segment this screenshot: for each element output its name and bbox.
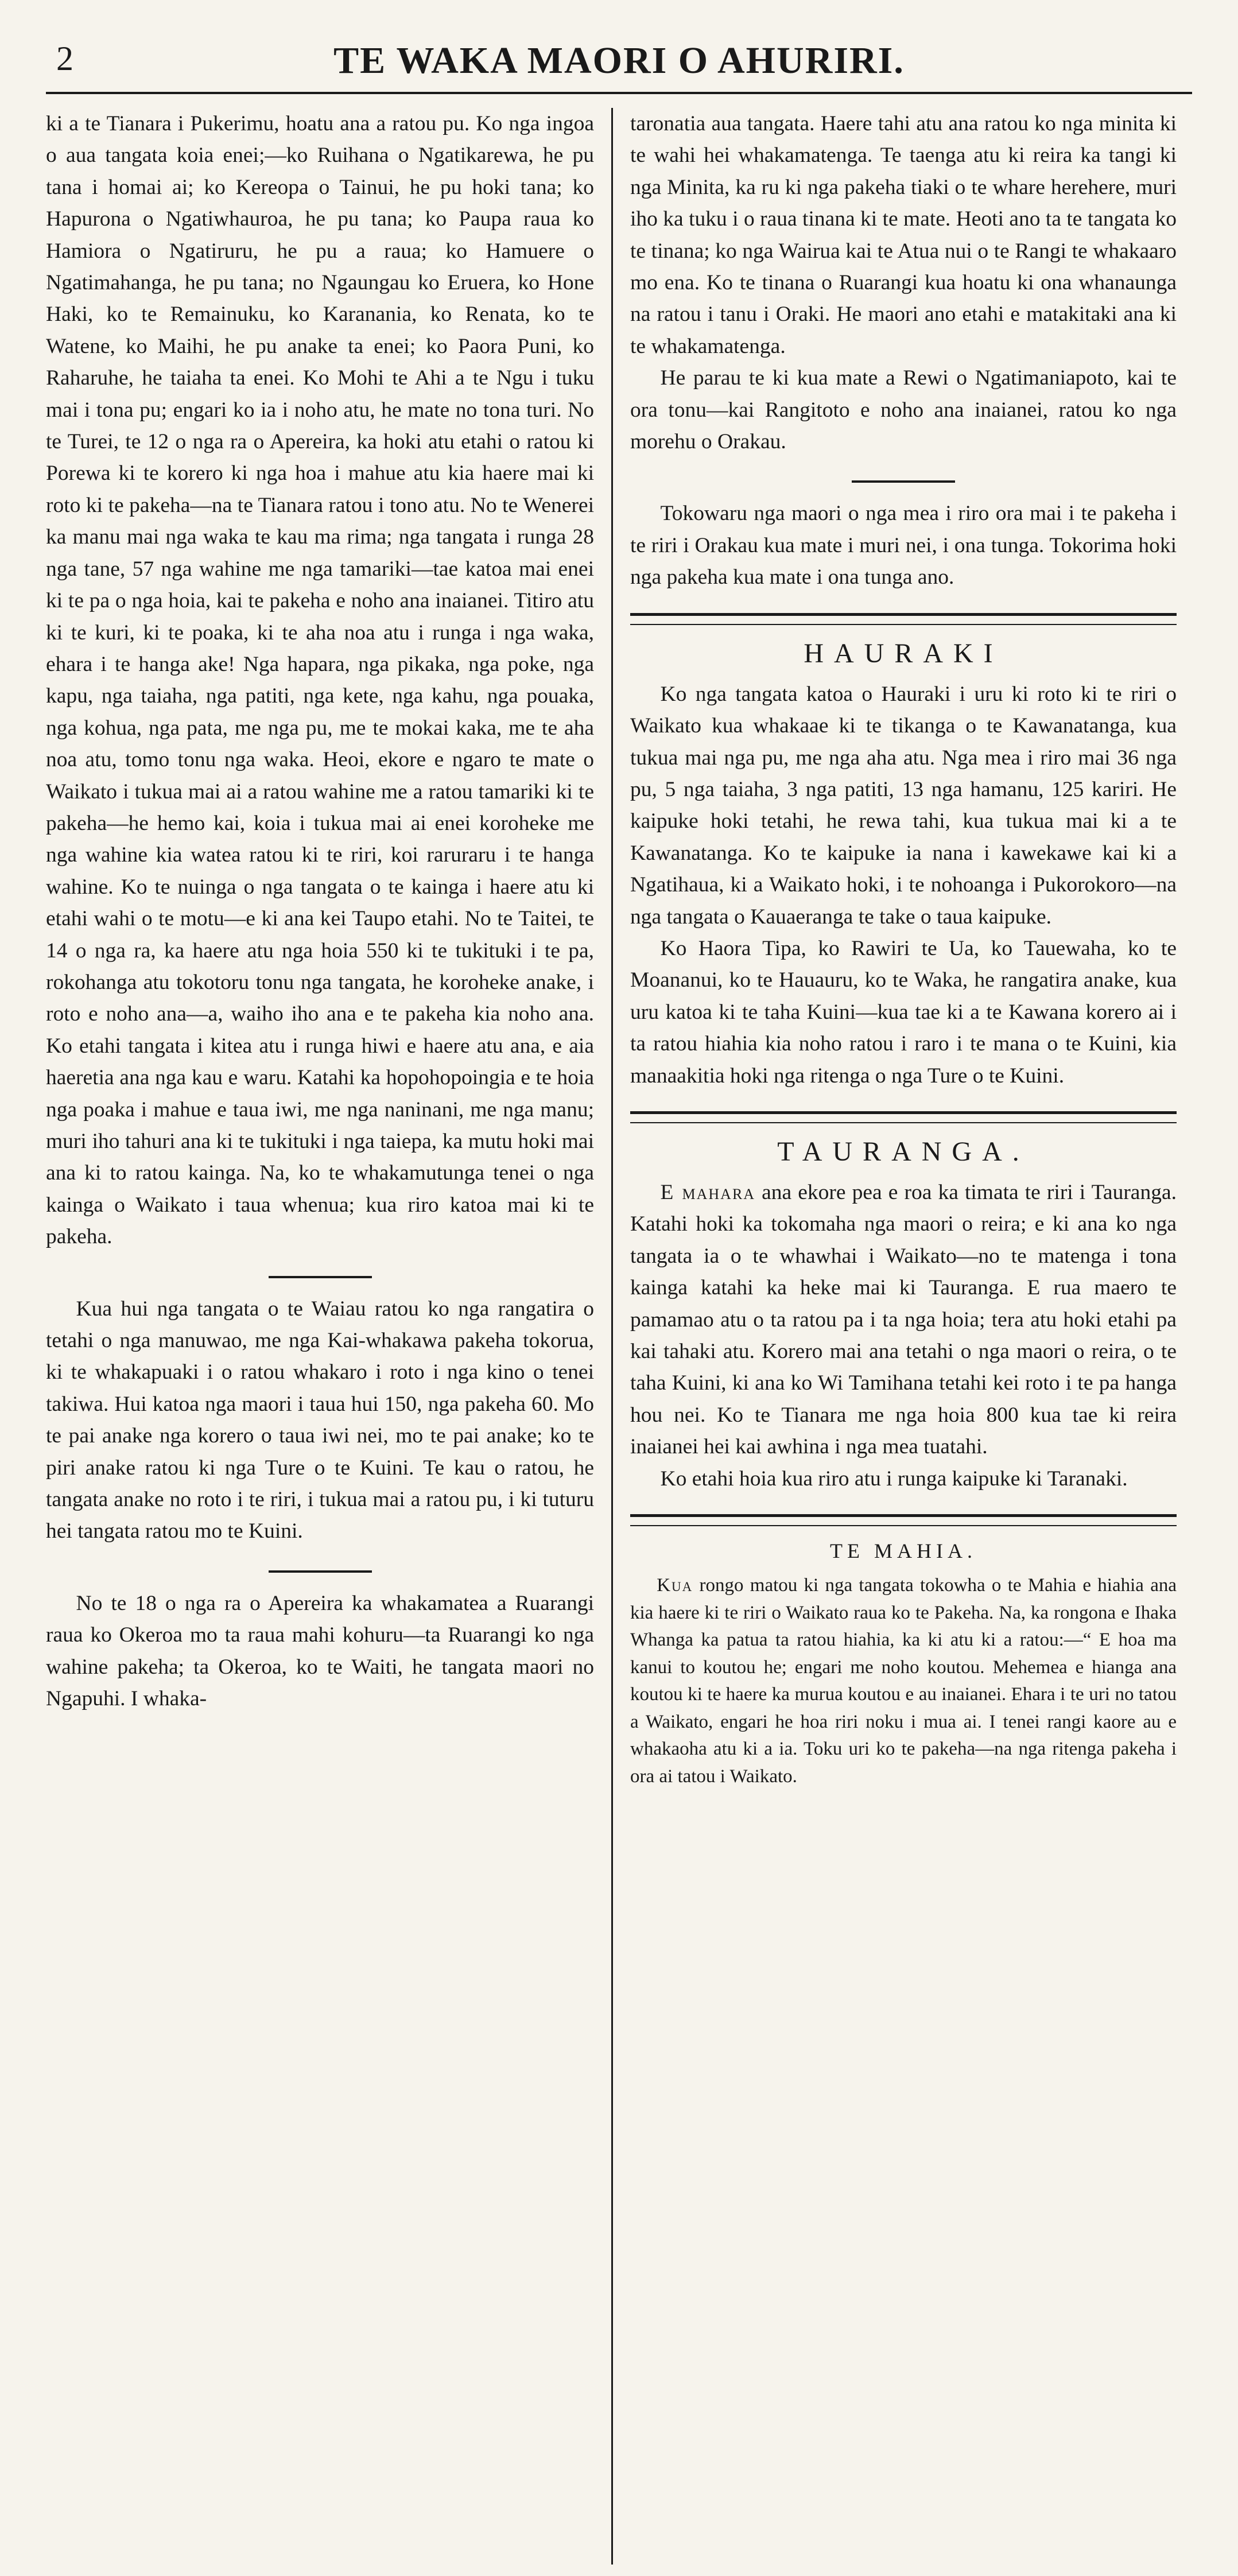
section-double-rule bbox=[630, 613, 1177, 625]
section-heading-tauranga: TAURANGA. bbox=[777, 1136, 1030, 1167]
paragraph-text: ana ekore pea e roa ka timata te riri i Tauranga. Katahi hoki ka tokomaha nga maori o reira; e ki ana ko nga tangata ia o te whawhai i Waikato—no te matenga i tona kainga katahi ka heke mai ki Tauranga. E rua maero te pamamao atu o ta ratou pa i ta nga hoia; tera atu hoki etahi pa kai tahaki atu. Korero mai ana tetahi o nga maori o reira, o te taha Kuini, ki ana ko Wi Tamihana tetahi kei roto i te pa hanga hou nei. Ko te Tianara me nga hoia 800 kua tae ki reira inaianei hei kai awhina i nga mea tuatahi. bbox=[630, 1180, 1177, 1459]
section-heading-hauraki: HAURAKI bbox=[804, 638, 1003, 669]
article-paragraph bbox=[630, 1177, 1177, 1463]
article-paragraph: Kua hui nga tangata o te Waiau ratou ko nga rangatira o tetahi o nga manuwao, me nga Kai-whakawa pakeha tokorua, ki te whakapuaki i o ratou whakaro i roto i nga kino o tenei takiwa. Hui katoa nga maori i taua hui 150, nga pakeha 60. Mo te pai anake nga korero o taua iwi nei, mo te pai anake; ko te piri anake ratou ki nga Ture o te Kuini. Te kau o ratou, he tangata anake no roto i te riri, i tukua mai a ratou pu, i ki tuturu hei tangata ratou mo te Kuini. bbox=[46, 1297, 594, 1543]
article-paragraph: Tokowaru nga maori o nga mea i riro ora mai i te pakeha i te riri i Orakau kua mate i muri nei, i ona tunga. Tokorima hoki nga pakeha kua mate i ona tunga ano. bbox=[630, 502, 1177, 589]
right-column bbox=[611, 108, 1177, 2565]
section-divider bbox=[269, 1276, 372, 1278]
page-header bbox=[46, 34, 1192, 94]
article-paragraph: He parau te ki kua mate a Rewi o Ngatimaniapoto, kai te ora tonu—kai Rangitoto e noho ana inaianei, ratou ko nga morehu o Orakau. bbox=[630, 366, 1177, 454]
article-paragraph: Ko etahi hoia kua riro atu i runga kaipuke ki Taranaki. bbox=[660, 1467, 1128, 1491]
page-number: 2 bbox=[56, 40, 73, 77]
article-paragraph bbox=[630, 1572, 1177, 1790]
article-columns bbox=[46, 108, 1192, 2565]
lead-words: Kua bbox=[657, 1575, 693, 1596]
paragraph-text: rongo matou ki nga tangata tokowha o te Mahia e hiahia ana kia haere ki te riri o Waikato raua ko te Pakeha. Na, ka rongona e Ihaka Whanga ka patua ta ratou hiahia, ka ki atu ki a ratou:—“ E hoa ma kanui to koutou he; engari me noho koutou. Mehemea e hianga ana koutou ki te haere ka murua koutou e au inaianei. Ehara i te uri no tatou a Waikato, engari he hoa riri noku i mua ai. I tenei rangi kaore au e whakaoha atu ki a ia. Toku uri ko te pakeha—na nga ritenga pakeha i ora ai tatou i Waikato. bbox=[630, 1575, 1177, 1787]
left-column bbox=[46, 108, 611, 2565]
section-double-rule bbox=[630, 1111, 1177, 1123]
article-paragraph: Ko nga tangata katoa o Hauraki i uru ki roto ki te riri o Waikato kua whakaae ki te tikanga o te Kawanatanga, kua tukua mai nga pu, me nga aha atu. Nga mea i riro mai 36 nga pu, 5 nga taiaha, 3 nga patiti, 13 nga hamanu, 125 kariri. He kaipuke hoki tetahi, he rewa tahi, kua tukua mai ki a te Kawanatanga. Ko te kaipuke ia nana i kawekawe kai ki a Ngatihaua, ki a Waikato hoki, i te nohoanga i Pukorokoro—na nga tangata o Kauaeranga te take o taua kaipuke. bbox=[630, 682, 1177, 929]
article-paragraph: No te 18 o nga ra o Apereira ka whakamatea a Ruarangi raua ko Okeroa mo ta raua mahi kohuru—ta Ruarangi ko nga wahine pakeha; ta Okeroa, ko te Waiti, he tangata maori no Ngapuhi. I whaka- bbox=[46, 1591, 594, 1711]
mahia-article bbox=[630, 1572, 1177, 1790]
article-paragraph: Ko Haora Tipa, ko Rawiri te Ua, ko Tauewaha, ko te Moananui, ko te Hauauru, ko te Waka, he rangatira anake, kua uru katoa ki te taha Kuini—kua tae ki a te Kawana korero ai i ta ratou hiahia kia noho ratou i raro i te mana o te Kuini, kia manaakitia hoki nga ritenga o nga Ture o te Kuini. bbox=[630, 936, 1177, 1088]
lead-words: E mahara bbox=[660, 1180, 756, 1204]
article-paragraph: taronatia aua tangata. Haere tahi atu ana ratou ko nga minita ki te wahi hei whakamatenga. Te taenga atu ki reira ka tangi ki nga Minita, ka ru ki nga pakeha tiaki o te whare herehere, muri iho ka tuku i o raua tinana ki te mate. Heoti ano ta te tangata ko te tinana; ko nga Wairua kai te Atua nui o te Rangi te whakaaro mo ena. Ko te tinana o Ruarangi kua hoatu ki ona whanaunga na ratou i tanu i Oraki. He maori ano etahi e matakitaki ana ki te whakamatenga. bbox=[630, 112, 1177, 358]
section-divider bbox=[852, 480, 955, 483]
article-paragraph: ki a te Tianara i Pukerimu, hoatu ana a ratou pu. Ko nga ingoa o aua tangata koia enei;—ko Ruihana o Ngatikarewa, he pu tana i homai ai; ko Kereopa o Tainui, he pu hoki tana; ko Hapurona o Ngatiwhauroa, he pu tana; ko Paupa raua ko Hamiora o Ngatiruru, he pu a raua; ko Hamuere o Ngatimahanga, he pu tana; no Ngaungau ko Eruera, ko Hone Haki, ko te Remainuku, ko Karanania, ko Renata, ko te Watene, ko Maihi, he pu anake ta enei; ko Paora Puni, ko Raharuhe, he taiaha ta enei. Ko Mohi te Ahi a te Ngu i tuku mai i tona pu; engari ko ia i noho atu, he mate no tona turi. No te Turei, te 12 o nga ra o Apereira, ka hoki atu etahi o ratou ki Porewa ki te korero ki nga hoa i mahue atu kia haere mai ki roto ki te pakeha—na te Tianara ratou i tono atu. No te Wenerei ka manu mai nga waka te kau ma rima; nga tangata i runga 28 nga tane, 57 nga wahine me nga tamariki—tae katoa mai enei ki te pa o nga hoia, kai te pakeha e noho ana inaianei. Titiro atu ki te kuri, ki te poaka, ki te aha noa atu i runga i nga waka, ehara i te hanga ake! Nga hapara, nga pikaka, nga poke, nga kapu, nga taiaha, nga patiti, nga kete, nga kahu, nga pouaka, nga kohua, nga pata, me nga pu, me te mokai kaka, me te aha noa atu, tomo tonu nga waka. Heoi, ekore e ngaro te mate o Waikato i tukua mai ai a ratou wahine me a ratou tamariki ki te pakeha—he hemo kai, koia i tukua mai ai enei koroheke me nga wahine kia watea ratou ki te riri, koi raruraru i te hanga wahine. Ko te nuinga o nga tangata o te kainga i haere atu ki etahi wahi o te motu—e ki ana kei Taupo etahi. No te Taitei, te 14 o nga ra, ka haere atu nga hoia 550 ki te tukituki i te pa, rokohanga atu tokotoru tonu nga tangata, he koroheke anake, i roto e noho ana—a, waiho iho ana e te pakeha kia noho ana. Ko etahi tangata i kitea atu i runga hiwi e haere atu ana, e aia haeretia ana nga kau e waru. Katahi ka hopohopoingia e te hoia nga poaka i mahue e taua iwi, me nga naninani, me nga manu; muri iho tahuri ana ki te tukituki i nga taiepa, ka mutu hoki mai ana ki to ratou kainga. Na, ko te whakamutunga tenei o nga kainga o Waikato i taua whenua; kua riro katoa mai ki te pakeha. bbox=[46, 112, 594, 1249]
section-heading-mahia: TE MAHIA. bbox=[830, 1539, 977, 1563]
masthead-title: TE WAKA MAORI O AHURIRI. bbox=[333, 40, 905, 82]
section-divider bbox=[269, 1570, 372, 1573]
section-double-rule bbox=[630, 1514, 1177, 1526]
